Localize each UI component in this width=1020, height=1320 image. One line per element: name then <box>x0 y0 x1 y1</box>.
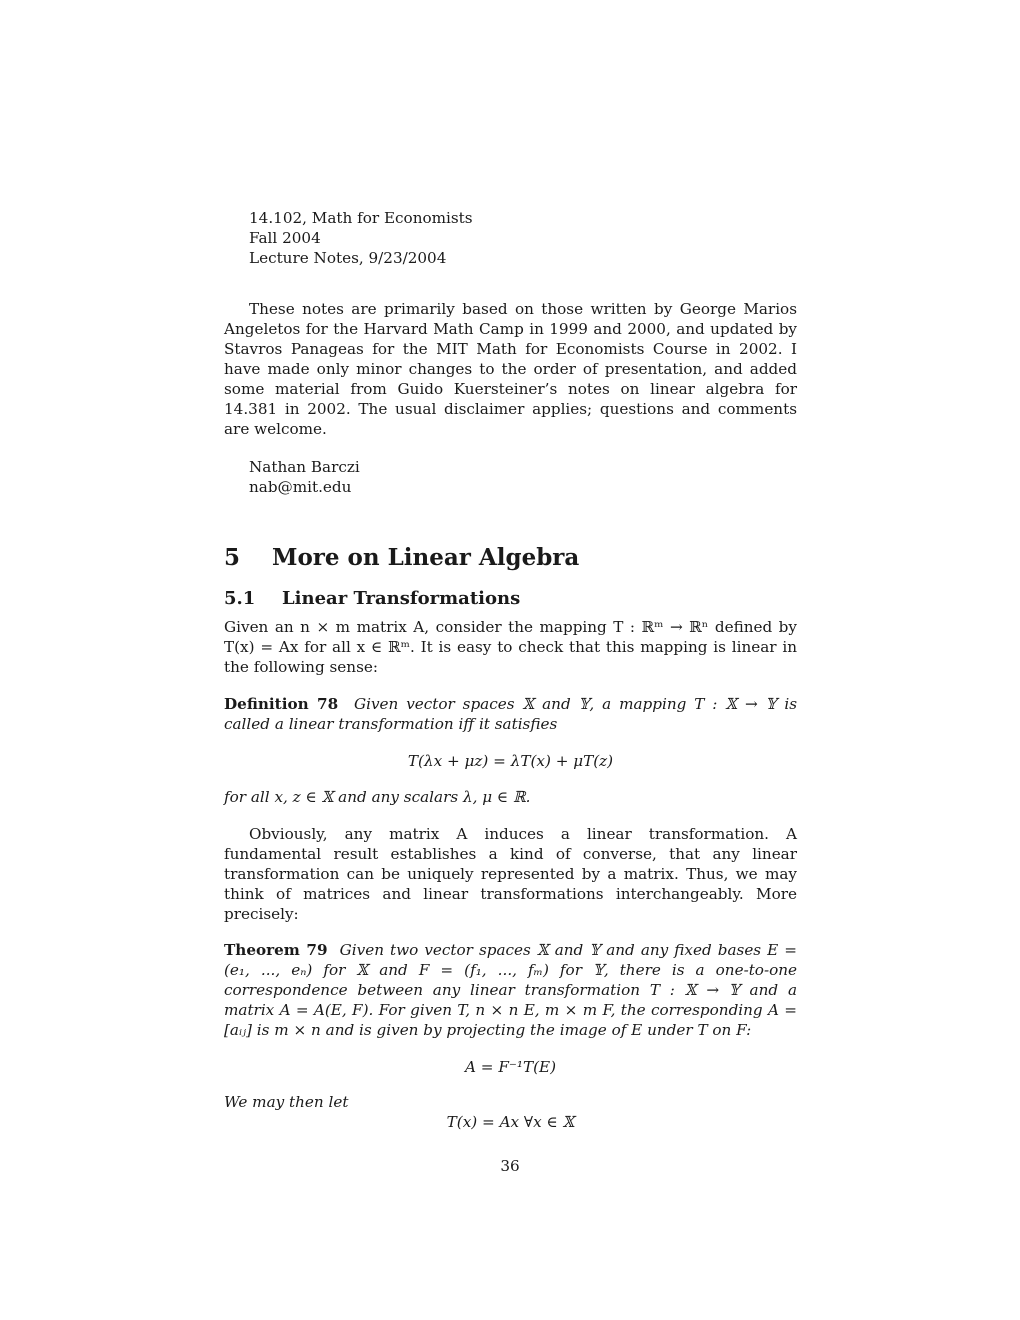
course-line: 14.102, Math for Economists <box>249 209 473 227</box>
section-number: 5 <box>224 544 241 571</box>
section-heading <box>224 543 797 573</box>
subsection-title: Linear Transformations <box>282 588 521 609</box>
notes-line: Lecture Notes, 9/23/2004 <box>249 249 447 267</box>
theorem-equation-2: T(x) = Ax ∀x ∈ 𝕏 <box>446 1113 575 1131</box>
theorem-then: We may then let <box>224 1093 349 1111</box>
term-line: Fall 2004 <box>249 229 321 247</box>
definition-equation: T(λx + μz) = λT(x) + μT(z) <box>407 752 614 770</box>
document-page <box>224 208 797 1132</box>
definition-label: Definition 78 <box>224 695 339 713</box>
theorem-label: Theorem 79 <box>224 941 328 959</box>
subsection-number: 5.1 <box>224 588 256 609</box>
paragraph-converse: Obviously, any matrix A induces a linear transformation. A fundamental result establishes a kind of converse, that any linear transformation can be uniquely represented by a matrix. Thus, we may think of matrices and linear transformations interchangeably. More precisely: <box>224 825 797 923</box>
definition-78 <box>224 694 797 734</box>
intro-paragraph: These notes are primarily based on those written by George Marios Angeletos for the Harvard Math Camp in 1999 and 2000, and updated by Stavros Panageas for the MIT Math for Economists Course in 2002. I have made only minor changes to the order of presentation, and added some material from Guido Kuersteiner’s notes on linear algebra for 14.381 in 2002. The usual disclaimer applies; questions and comments are welcome. <box>224 300 797 438</box>
theorem-79 <box>224 940 797 1040</box>
header-block <box>249 208 797 268</box>
section-title: More on Linear Algebra <box>272 544 580 571</box>
author-email: nab@mit.edu <box>249 478 352 496</box>
theorem-text: Given two vector spaces 𝕏 and 𝕐 and any fixed bases E = (e₁, ..., eₙ) for 𝕏 and F = (f₁, ..., fₘ) for 𝕐, there is a one-to-one correspondence between any linear transformation T : 𝕏 → 𝕐 and a matrix A = A(E, F). For given T, n × n E, m × m F, the corresponding A = [aᵢⱼ] is m × n and is given by projecting the image of E under T on F: <box>224 941 798 1039</box>
author-name: Nathan Barczi <box>249 458 360 476</box>
definition-text: Given vector spaces 𝕏 and 𝕐, a mapping T : 𝕏 → 𝕐 is called a linear transformation iff it satisfies <box>224 695 797 733</box>
page-number: 36 <box>500 1157 520 1175</box>
author-block <box>249 457 797 497</box>
paragraph-mapping: Given an n × m matrix A, consider the mapping T : ℝᵐ → ℝⁿ defined by T(x) = Ax for all x ∈ ℝᵐ. It is easy to check that this mapping is linear in the following sense: <box>224 618 797 676</box>
definition-after: for all x, z ∈ 𝕏 and any scalars λ, μ ∈ ℝ. <box>224 788 531 806</box>
subsection-heading <box>224 587 797 611</box>
theorem-equation: A = F⁻¹T(E) <box>464 1058 557 1076</box>
